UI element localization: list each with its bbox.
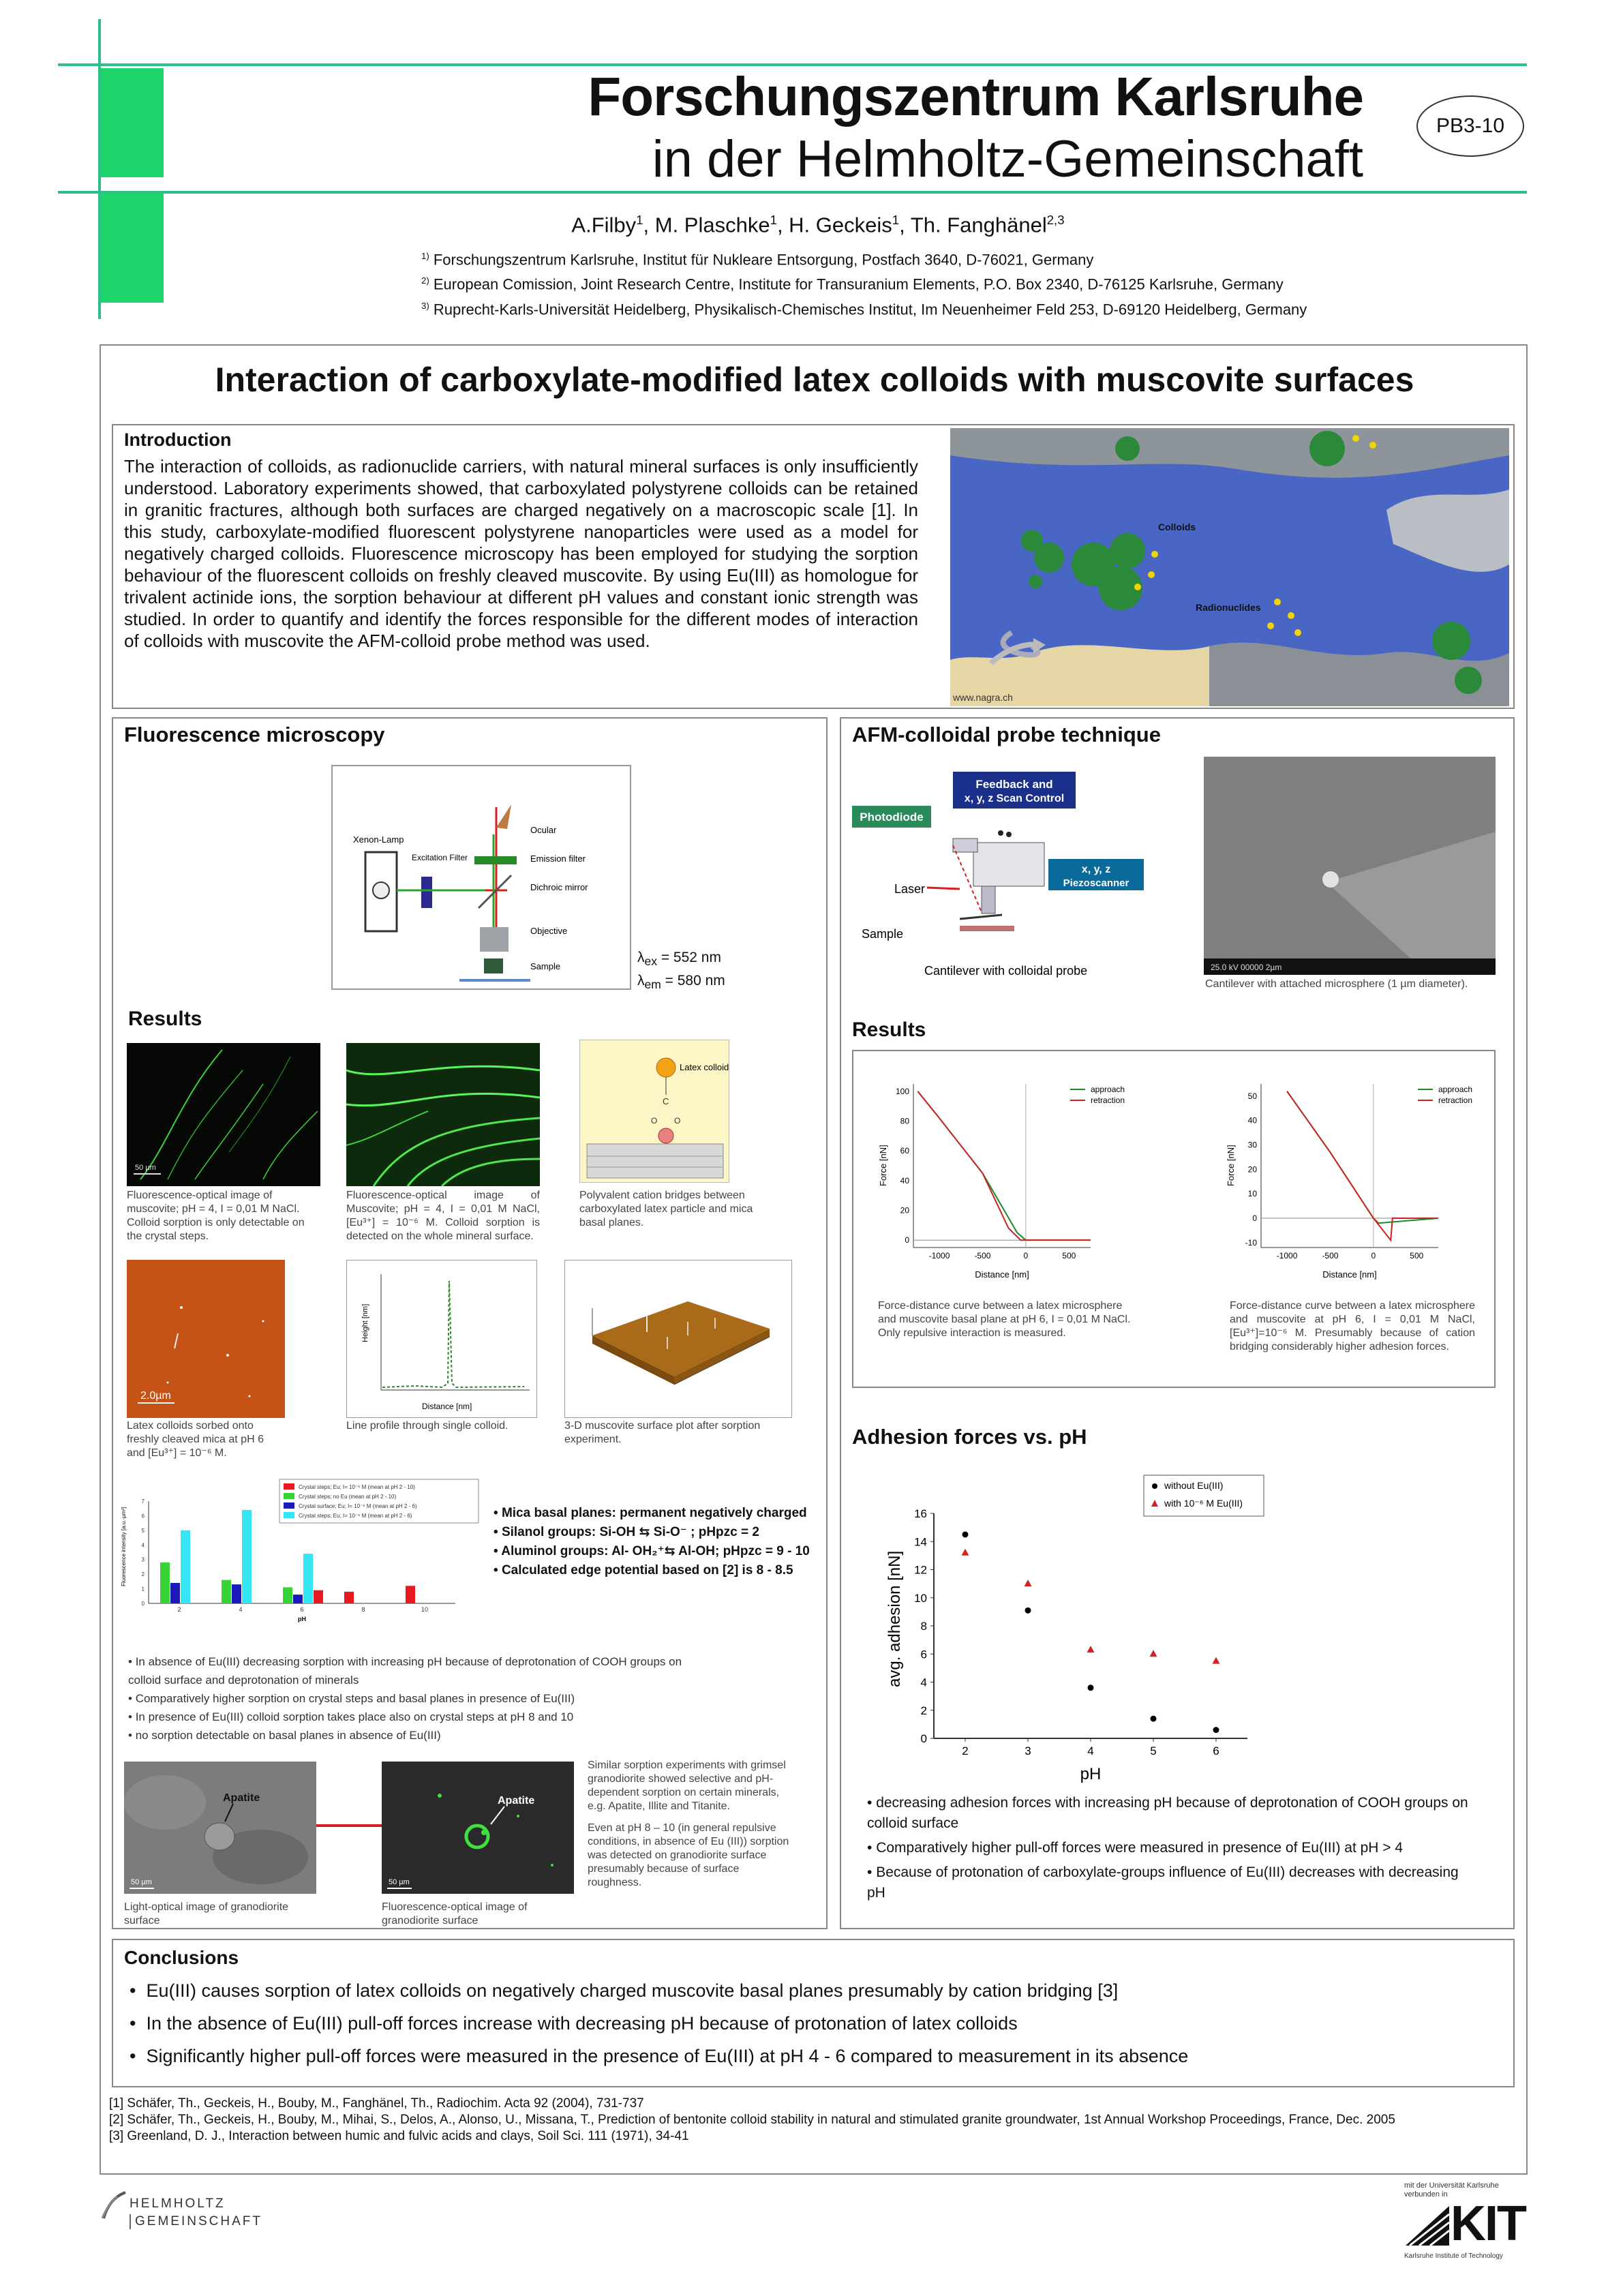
x-tick-label: 8	[361, 1606, 365, 1613]
data-point	[1088, 1685, 1094, 1691]
legend-label: Crystal steps; no Eu (mean at pH 2 - 10)	[299, 1494, 397, 1500]
x-tick-label: 6	[1213, 1744, 1219, 1757]
svg-text:O: O	[651, 1116, 658, 1126]
apatite-label: Apatite	[498, 1795, 535, 1807]
sample-label: Sample	[530, 961, 561, 971]
y-tick-label: 60	[900, 1146, 909, 1156]
bullet-bold-item: • Silanol groups: Si-OH ⇆ Si-O⁻ ; pHpzc = 2	[494, 1525, 759, 1539]
force-caption-2: Force-distance curve between a latex microsphere and muscovite at pH 6, I = 0,01 M NaCl, [Eu³⁺]=10⁻⁶ M. Presumably because of cation bridging considerably higher adhesion forces.	[1230, 1300, 1475, 1353]
intro-text: The interaction of colloids, as radionuclide carriers, with natural mineral surfaces is only insufficiently understood. Laboratory experiments showed, that carboxylated polystyrene colloids can be retained in granitic fractures, although both surfaces are charged negatively on a macroscopic scale [1]. In this study, carboxylate-modified fluorescent polystyrene nanoparticles were used as a model for negatively charged colloids. Fluorescence microscopy has been employed for studying the sorption behaviour of the fluorescent colloids on freshly cleaved muscovite. By using Eu(III) as homologue for trivalent actinide ions, the sorption behaviour at different pH values and constant ionic strength was studied. In order to quantify and identify the forces responsible for the different modes of interaction of colloids with muscovite the AFM-colloid probe method was used.	[124, 456, 918, 651]
afm-image-latex-colloids	[127, 1260, 285, 1418]
legend	[1144, 1475, 1264, 1516]
bar	[232, 1584, 241, 1603]
kit-logo	[1404, 2181, 1527, 2277]
bullet-item: • Comparatively higher pull-off forces were measured in presence of Eu(III) at pH > 4	[867, 1840, 1404, 1856]
kit-subtitle: Karlsruhe Institute of Technology	[1404, 2252, 1503, 2260]
bar	[293, 1595, 303, 1603]
legend-swatch	[284, 1493, 294, 1499]
bullet-item: • In absence of Eu(III) decreasing sorption with increasing pH because of deprotonation of COOH groups on colloid surface and deprotonation of minerals	[128, 1655, 682, 1687]
adhesion-heading: Adhesion forces vs. pH	[852, 1425, 1087, 1449]
org-subtitle: in der Helmholtz-Gemeinschaft	[652, 130, 1363, 188]
bullet-item: • no sorption detectable on basal planes in absence of Eu(III)	[128, 1729, 441, 1742]
x-tick-label: 4	[1087, 1744, 1094, 1757]
data-point	[1213, 1727, 1219, 1733]
objective-label: Objective	[530, 926, 568, 936]
y-tick-label: -10	[1245, 1237, 1257, 1248]
conclusion-item: • Eu(III) causes sorption of latex colloids on negatively charged muscovite basal planes presumably by cation bridging [3]	[130, 1980, 1119, 2001]
x-tick-label: 0	[1371, 1251, 1376, 1260]
x-axis-label: Distance [nm]	[1322, 1269, 1377, 1280]
y-tick-label: 14	[914, 1535, 927, 1549]
references	[109, 2096, 1520, 2145]
dichroic-label: Dichroic mirror	[530, 882, 588, 892]
caption-img1: Fluorescence-optical image of muscovite; pH = 4, I = 0,01 M NaCl. Colloid sorption is only detectable on the crystal steps.	[127, 1190, 305, 1242]
affiliation: $^{1)}$ Forschungszentrum Karlsruhe, Institut für Nukleare Entsorgung, Postfach 3640, D-76021, Germany	[421, 251, 1094, 269]
series-line	[1287, 1091, 1438, 1241]
data-point	[1025, 1580, 1032, 1586]
org-title: Forschungszentrum Karlsruhe	[588, 66, 1363, 127]
y-tick-label: 20	[900, 1205, 909, 1215]
sem-image-cantilever	[1204, 757, 1496, 975]
legend-label: with 10⁻⁶ M Eu(III)	[1164, 1498, 1243, 1509]
force-caption-1: Force-distance curve between a latex microsphere and muscovite basal plane at pH 6, I = 0,01 M NaCl. Only repulsive interaction is measured.	[878, 1300, 1131, 1339]
emission-label: Emission filter	[530, 854, 586, 864]
y-tick-label: 6	[920, 1648, 927, 1661]
fluorescence-results-heading: Results	[128, 1008, 202, 1030]
x-axis-label: pH	[1080, 1765, 1102, 1783]
piezo-label-2: Piezoscanner	[1063, 877, 1129, 889]
kit-top-text: mit der Universität Karlsruhe verbunden in	[1404, 2181, 1499, 2199]
svg-text:C: C	[663, 1096, 669, 1106]
y-tick-label: 6	[141, 1513, 145, 1520]
legend	[279, 1479, 479, 1523]
y-tick-label: 10	[914, 1591, 927, 1605]
legend-label: approach	[1438, 1085, 1473, 1094]
image-link-arrow	[316, 1824, 382, 1827]
bullet-item: • decreasing adhesion forces with increasing pH because of deprotonation of COOH groups on colloid surface	[867, 1795, 1468, 1831]
caption-img4: Latex colloids sorbed onto freshly cleaved mica at pH 6 and [Eu³⁺] = 10⁻⁶ M.	[127, 1420, 264, 1459]
excitation-label: Excitation Filter	[412, 853, 468, 862]
image-credit: www.nagra.ch	[953, 692, 1013, 703]
author: A.Filby	[571, 213, 637, 237]
y-tick-label: 30	[1247, 1140, 1257, 1150]
granodiorite-light-image	[124, 1762, 316, 1894]
fluorescence-image-muscovite-eu	[346, 1043, 540, 1186]
y-axis-label: avg. adhesion [nN]	[885, 1550, 904, 1687]
x-tick-label: 4	[239, 1606, 243, 1613]
affiliations	[421, 245, 1444, 320]
fluorescence-findings-list	[128, 1652, 687, 1744]
intro-heading: Introduction	[124, 429, 232, 450]
data-point	[1150, 1650, 1157, 1657]
x-tick-label: 5	[1150, 1744, 1157, 1757]
caption-img2: Fluorescence-optical image of Muscovite; pH = 4, I = 0,01 M NaCl, [Eu³⁺] = 10⁻⁶ M. Colloid sorption is detected on the whole mineral surface.	[346, 1190, 540, 1242]
svg-text:O: O	[674, 1116, 681, 1126]
poster-code-badge: PB3-10	[1416, 95, 1524, 157]
caption-fluorescence-image: Fluorescence-optical image of granodiorite surface	[382, 1901, 528, 1927]
granodiorite-text-2: Even at pH 8 – 10 (in general repulsive conditions, in absence of Eu (III)) sorption was detected on granodiorite surface presumably because of surface roughness.	[588, 1822, 789, 1888]
reference-item: [1] Schäfer, Th., Geckeis, H., Bouby, M., Fanghänel, Th., Radiochim. Acta 92 (2004), 731-737	[109, 2096, 644, 2111]
logo-block-top-bar	[101, 68, 164, 83]
force-curve-chart-2	[1213, 1070, 1500, 1295]
caption-img3: Polyvalent cation bridges between carboxylated latex particle and mica basal planes.	[579, 1190, 753, 1228]
height-axis-label: Height [nm]	[361, 1303, 369, 1342]
y-tick-label: 12	[914, 1563, 927, 1577]
y-tick-label: 40	[1247, 1115, 1257, 1126]
main-title: Interaction of carboxylate-modified latex colloids with muscovite surfaces	[215, 361, 1414, 399]
y-tick-label: 2	[141, 1571, 145, 1578]
ocular-label: Ocular	[530, 825, 557, 835]
y-tick-label: 16	[914, 1507, 927, 1520]
x-tick-label: 2	[962, 1744, 969, 1757]
y-tick-label: 4	[141, 1542, 145, 1549]
fluorescence-image-muscovite	[127, 1043, 320, 1186]
x-tick-label: 2	[177, 1606, 181, 1613]
y-tick-label: 8	[920, 1620, 927, 1633]
data-point	[1087, 1646, 1095, 1652]
x-axis-label: Distance [nm]	[975, 1269, 1029, 1280]
bar	[170, 1583, 180, 1603]
y-tick-label: 0	[905, 1235, 909, 1245]
feedback-label-1: Feedback and	[975, 778, 1053, 791]
y-tick-label: 100	[895, 1086, 909, 1096]
affiliation: $^{3)}$ Ruprecht-Karls-Universität Heidelberg, Physikalisch-Chemisches Institut, Im Neuenheimer Feld 253, D-69120 Heidelberg, Germany	[421, 300, 1307, 318]
scale-bar-label: 50 µm	[131, 1878, 152, 1886]
kit-wordmark: KIT	[1451, 2196, 1526, 2251]
adhesion-findings-list	[867, 1793, 1481, 1903]
data-point	[1151, 1716, 1157, 1722]
legend-swatch	[284, 1502, 294, 1509]
conclusion-item: • Significantly higher pull-off forces were measured in the presence of Eu(III) at pH 4 - 6 compared to measurement in its absence	[130, 2046, 1189, 2066]
bar	[242, 1510, 252, 1603]
conclusions-list	[130, 1978, 1500, 2068]
legend-label: approach	[1091, 1085, 1125, 1094]
x-tick-label: 500	[1410, 1251, 1424, 1260]
series-line	[1287, 1091, 1438, 1223]
caption-img5: Line profile through single colloid.	[346, 1420, 509, 1432]
data-point	[962, 1549, 969, 1556]
line-profile-plot	[346, 1260, 537, 1418]
y-axis-label: Fluorescence intensity [a.u.·µm²]	[121, 1507, 127, 1586]
distance-axis-label: Distance [nm]	[422, 1402, 472, 1411]
data-point	[1025, 1607, 1031, 1614]
cation-bridge-diagram	[579, 1040, 729, 1183]
x-tick-label: -500	[974, 1251, 991, 1260]
legend-label: Crystal surface; Eu; I= 10⁻⁶ M (mean at pH 2 - 6)	[299, 1503, 417, 1509]
lambda-em: $\lambda_{em} = 580$ nm	[637, 973, 725, 992]
logo-block-top	[101, 68, 164, 177]
affiliation: $^{2)}$ European Comission, Joint Research Centre, Institute for Transuranium Elements, P.O. Box 2340, D-76125 Karlsruhe, Germany	[421, 275, 1284, 293]
granodiorite-text-1: Similar sorption experiments with grimsel granodiorite showed selective and pH-dependent sorption on certain minerals, e.g. Apatite, Illite and Titanite.	[588, 1759, 786, 1812]
x-tick-label: -1000	[928, 1251, 950, 1260]
legend-label: retraction	[1091, 1096, 1125, 1105]
cantilever-label: Cantilever with colloidal probe	[924, 964, 1088, 978]
feedback-label-2: x, y, z Scan Control	[964, 793, 1065, 804]
legend-swatch	[284, 1512, 294, 1518]
apatite-label: Apatite	[223, 1792, 260, 1804]
y-tick-label: 1	[141, 1586, 145, 1592]
x-axis-label: pH	[298, 1616, 306, 1622]
series-line	[917, 1091, 1091, 1240]
piezo-label-1: x, y, z	[1081, 864, 1111, 875]
mineral-properties-list	[494, 1504, 821, 1580]
legend-label: retraction	[1438, 1096, 1473, 1105]
x-tick-label: -1000	[1276, 1251, 1298, 1260]
x-tick-label: 6	[300, 1606, 304, 1613]
y-tick-label: 5	[141, 1527, 145, 1534]
scale-bar-label: 2.0µm	[140, 1390, 171, 1402]
y-tick-label: 40	[900, 1175, 909, 1185]
caption-img6: 3-D muscovite surface plot after sorption experiment.	[564, 1420, 761, 1445]
bar	[160, 1562, 170, 1603]
author: H. Geckeis	[789, 213, 892, 237]
conclusion-item: • In the absence of Eu(III) pull-off forces increase with decreasing pH because of protonation of latex colloids	[130, 2013, 1018, 2034]
y-tick-label: 2	[920, 1704, 927, 1717]
legend-label: Crystal steps; Eu; I= 10⁻⁶ M (mean at pH 2 - 6)	[299, 1513, 412, 1519]
x-tick-label: -500	[1322, 1251, 1339, 1260]
bar	[344, 1592, 354, 1603]
y-axis-label: Force [nN]	[1226, 1145, 1236, 1186]
bullet-item: • Because of protonation of carboxylate-groups influence of Eu(III) decreases with decreasing pH	[867, 1864, 1459, 1901]
y-tick-label: 0	[920, 1732, 927, 1745]
bar	[222, 1580, 231, 1603]
adhesion-chart	[879, 1472, 1288, 1807]
afm-setup-diagram	[851, 764, 1151, 988]
y-axis-label: Force [nN]	[878, 1145, 888, 1186]
caption-light-image: Light-optical image of granodiorite surface	[124, 1901, 289, 1927]
sorption-bar-chart	[116, 1478, 484, 1648]
afm-results-heading: Results	[852, 1018, 926, 1041]
bar	[283, 1587, 292, 1603]
colloid-transport-illustration	[950, 428, 1509, 706]
y-tick-label: 10	[1247, 1189, 1257, 1199]
colloids-label: Colloids	[1158, 522, 1196, 532]
author: M. Plaschke	[654, 213, 770, 237]
bullet-item: • Comparatively higher sorption on crystal steps and basal planes in presence of Eu(III)	[128, 1692, 575, 1705]
bullet-bold-item: • Mica basal planes: permanent negatively charged	[494, 1506, 807, 1520]
helmholtz-sub: GEMEINSCHAFT	[130, 2214, 262, 2229]
y-tick-label: 0	[1252, 1213, 1257, 1224]
scale-bar-label: 50 µm	[135, 1164, 156, 1172]
lambda-ex: $\lambda_{ex} = 552$ nm	[637, 950, 721, 969]
bar	[314, 1590, 323, 1603]
helmholtz-logo	[101, 2190, 278, 2244]
y-tick-label: 80	[900, 1116, 909, 1126]
helmholtz-name: HELMHOLTZ	[130, 2196, 226, 2211]
bullet-item: • In presence of Eu(III) colloid sorption takes place also on crystal steps at pH 8 and 10	[128, 1710, 574, 1723]
data-point	[962, 1531, 969, 1537]
granodiorite-fluorescence-image	[382, 1762, 574, 1894]
y-tick-label: 4	[920, 1676, 927, 1689]
microscope-setup-diagram	[331, 765, 631, 990]
y-tick-label: 0	[141, 1601, 145, 1607]
author: Th. Fanghänel	[910, 213, 1047, 237]
bar	[406, 1586, 415, 1603]
y-tick-label: 50	[1247, 1091, 1257, 1101]
conclusions-heading: Conclusions	[124, 1947, 239, 1968]
xenon-label: Xenon-Lamp	[353, 834, 404, 845]
photodiode-label: Photodiode	[860, 811, 924, 824]
x-tick-label: 0	[1023, 1251, 1029, 1260]
fluorescence-heading: Fluorescence microscopy	[124, 723, 385, 746]
logo-block-bottom	[101, 194, 164, 303]
data-point	[1213, 1657, 1220, 1664]
bullet-bold-item: • Aluminol groups: Al- OH₂⁺⇆ Al-OH; pHpzc = 9 - 10	[494, 1544, 810, 1558]
reference-item: [3] Greenland, D. J., Interaction between humic and fulvic acids and clays, Soil Sci. 111 (1971), 34-41	[109, 2129, 689, 2143]
force-curve-chart-1	[866, 1070, 1152, 1295]
legend-swatch	[284, 1483, 294, 1490]
y-tick-label: 3	[141, 1556, 145, 1563]
3d-surface-plot	[564, 1260, 792, 1418]
header-bottom-line	[58, 191, 1527, 194]
legend-label: Crystal steps; Eu; I= 10⁻⁶ M (mean at pH 2 - 10)	[299, 1484, 415, 1490]
sample-label: Sample	[862, 927, 904, 941]
sem-scale-bar: 25.0 kV 00000 2µm	[1211, 963, 1282, 972]
afm-heading: AFM-colloidal probe technique	[852, 723, 1161, 746]
sem-caption: Cantilever with attached microsphere (1 µm diameter).	[1205, 978, 1468, 990]
scale-bar-label: 50 µm	[389, 1878, 410, 1886]
laser-label: Laser	[894, 882, 926, 896]
bar	[303, 1554, 313, 1603]
legend-swatch	[1152, 1483, 1157, 1489]
bullet-bold-item: • Calculated edge potential based on [2] is 8 - 8.5	[494, 1563, 793, 1577]
radionuclides-label: Radionuclides	[1196, 602, 1261, 613]
y-tick-label: 20	[1247, 1164, 1257, 1175]
author-list: A.Filby$^1$, M. Plaschke$^1$, H. Geckeis$^1$, Th. Fanghänel$^{2,3}$	[571, 213, 1065, 237]
x-tick-label: 10	[421, 1606, 429, 1613]
x-tick-label: 3	[1025, 1744, 1031, 1757]
legend-label: without Eu(III)	[1164, 1480, 1224, 1491]
bar	[181, 1530, 190, 1603]
x-tick-label: 500	[1062, 1251, 1076, 1260]
y-tick-label: 7	[141, 1498, 145, 1505]
latex-colloid-label: Latex colloid	[680, 1062, 729, 1072]
reference-item: [2] Schäfer, Th., Geckeis, H., Bouby, M., Mihai, S., Delos, A., Alonso, U., Missana, T., Prediction of bentonite colloid stability in natural and stimulated granite groundwater, 1st Annual Workshop Proceedings, France, Dec. 2005	[109, 2113, 1395, 2127]
